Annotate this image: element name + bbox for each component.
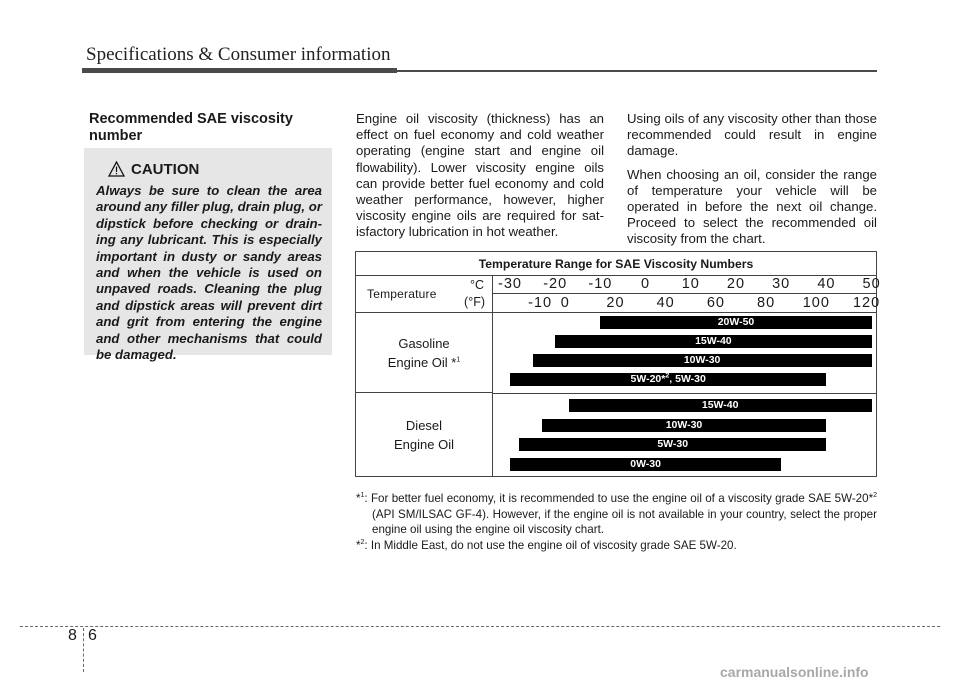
celsius-tick-label: 0: [641, 276, 651, 292]
column2-paragraph: Engine oil viscosity (thickness) has an effect on fuel economy and cold weather operating (engine start and engine oil flowability). Lower viscosity engine oils can provide better fuel economy and cold weather performance, however, higher viscosity engine oils are required for sat-isfactory lubrication in hot weather.: [356, 111, 604, 240]
celsius-scale: [493, 276, 881, 294]
table-title: Temperature Range for SAE Viscosity Numbers: [356, 252, 876, 276]
unit-celsius: °C: [469, 278, 484, 292]
footnote-2: [356, 538, 877, 554]
celsius-tick-label: 40: [817, 276, 836, 292]
footer-dashed-rule: [20, 626, 940, 627]
fahrenheit-tick-label: 20: [606, 295, 625, 311]
page-header-title: Specifications & Consumer information: [86, 44, 391, 65]
column3-paragraph2: When choosing an oil, consider the range of temperature your vehicle will be operated in before the next oil change. Proceed to select the recommended oil viscosity from the chart.: [627, 166, 877, 247]
fahrenheit-tick-label: 40: [656, 295, 675, 311]
caution-title: CAUTION: [131, 160, 200, 178]
viscosity-bar: 15W-40: [569, 399, 872, 412]
watermark: carmanualsonline.info: [720, 664, 869, 680]
footer-page-divider: [83, 628, 84, 672]
column3-paragraph1: Using oils of any viscosity other than those recommended could result in engine damage.: [627, 111, 877, 159]
celsius-tick-label: -10: [588, 276, 613, 292]
viscosity-bar: [510, 373, 826, 386]
fn2-mark: *: [356, 538, 361, 552]
gasoline-group-label: [356, 313, 493, 393]
column2-text: [356, 111, 604, 241]
fn1-text-a: : For better fuel economy, it is recommended to use the engine oil of a viscosity grade SAE 5W-20*: [364, 492, 874, 505]
unit-fahrenheit: (°F): [464, 295, 485, 309]
fn2-text: : In Middle East, do not use the engine oil of viscosity grade SAE 5W-20.: [364, 538, 737, 552]
header-rule-thick: [82, 68, 397, 73]
celsius-tick-label: 10: [681, 276, 700, 292]
caution-box: [84, 148, 332, 363]
footnote-1: [356, 491, 877, 538]
fn1-mark: *: [356, 492, 361, 505]
fahrenheit-tick-label: 120: [852, 295, 881, 311]
caution-title-row: [96, 158, 322, 180]
fahrenheit-tick-label: 0: [560, 295, 570, 311]
page-number-page: 6: [88, 627, 97, 644]
diesel-label-line2: Engine Oil: [394, 437, 454, 452]
group-separator: [493, 393, 876, 394]
celsius-tick-label: -30: [498, 276, 522, 292]
viscosity-table: [355, 251, 881, 477]
caution-body: Always be sure to clean the area around any filler plug, drain plug, or dipstick before checking or drain-ing any lubricant. This is especially important in dusty or sandy areas and when the vehicle is used on unpaved roads. Cleaning the plug and dipstick areas will prevent dirt and grit from entering the engine and other mechanisms that could be damaged.: [96, 183, 322, 363]
diesel-group-label: [356, 393, 493, 477]
fahrenheit-tick-label: -10: [528, 295, 553, 311]
fn1-sup2: 2: [873, 492, 877, 500]
gasoline-label-line1: Gasoline: [398, 335, 450, 351]
section-heading: Recommended SAE viscosity number: [89, 111, 293, 144]
fn1-text-b: (API SM/ILSAC GF-4). However, if the engine oil is not available in your country, select the proper engine oil using the engine oil viscosity chart.: [372, 507, 877, 536]
celsius-tick-label: 30: [772, 276, 791, 292]
temperature-header-cell: [356, 276, 493, 313]
viscosity-bar: 15W-40: [555, 335, 871, 348]
viscosity-bar: 10W-30: [533, 354, 872, 367]
fn1-sup: 1: [360, 492, 365, 500]
page-number-chapter: 8: [68, 627, 77, 644]
celsius-tick-label: -20: [543, 276, 568, 292]
gasoline-footnote-mark: 1: [456, 356, 461, 364]
column3-text: [627, 111, 877, 248]
fn2-sup: 2: [360, 538, 365, 546]
fahrenheit-tick-label: 100: [802, 295, 830, 311]
viscosity-bar: 0W-30: [510, 458, 781, 471]
bar-label: 5W-20*: [630, 373, 666, 385]
viscosity-bar: 20W-50: [600, 316, 871, 329]
header-rule-thin: [397, 70, 877, 72]
fahrenheit-scale: [493, 294, 881, 313]
diesel-label-line1: Diesel: [405, 418, 443, 433]
bar-label-suffix: , 5W-30: [669, 373, 706, 385]
viscosity-bar: 10W-30: [542, 419, 827, 432]
fahrenheit-tick-label: 80: [757, 295, 776, 311]
gasoline-label-line2: Engine Oil *: [387, 354, 457, 370]
fahrenheit-tick-label: 60: [706, 295, 725, 311]
bar-label-footnote-mark: 2: [665, 372, 670, 380]
warning-triangle-icon: [108, 161, 125, 177]
celsius-tick-label: 50: [862, 276, 881, 292]
temperature-label: Temperature: [367, 287, 437, 301]
celsius-tick-label: 20: [726, 276, 746, 292]
viscosity-bar: 5W-30: [519, 438, 826, 451]
footnotes: [356, 491, 877, 553]
